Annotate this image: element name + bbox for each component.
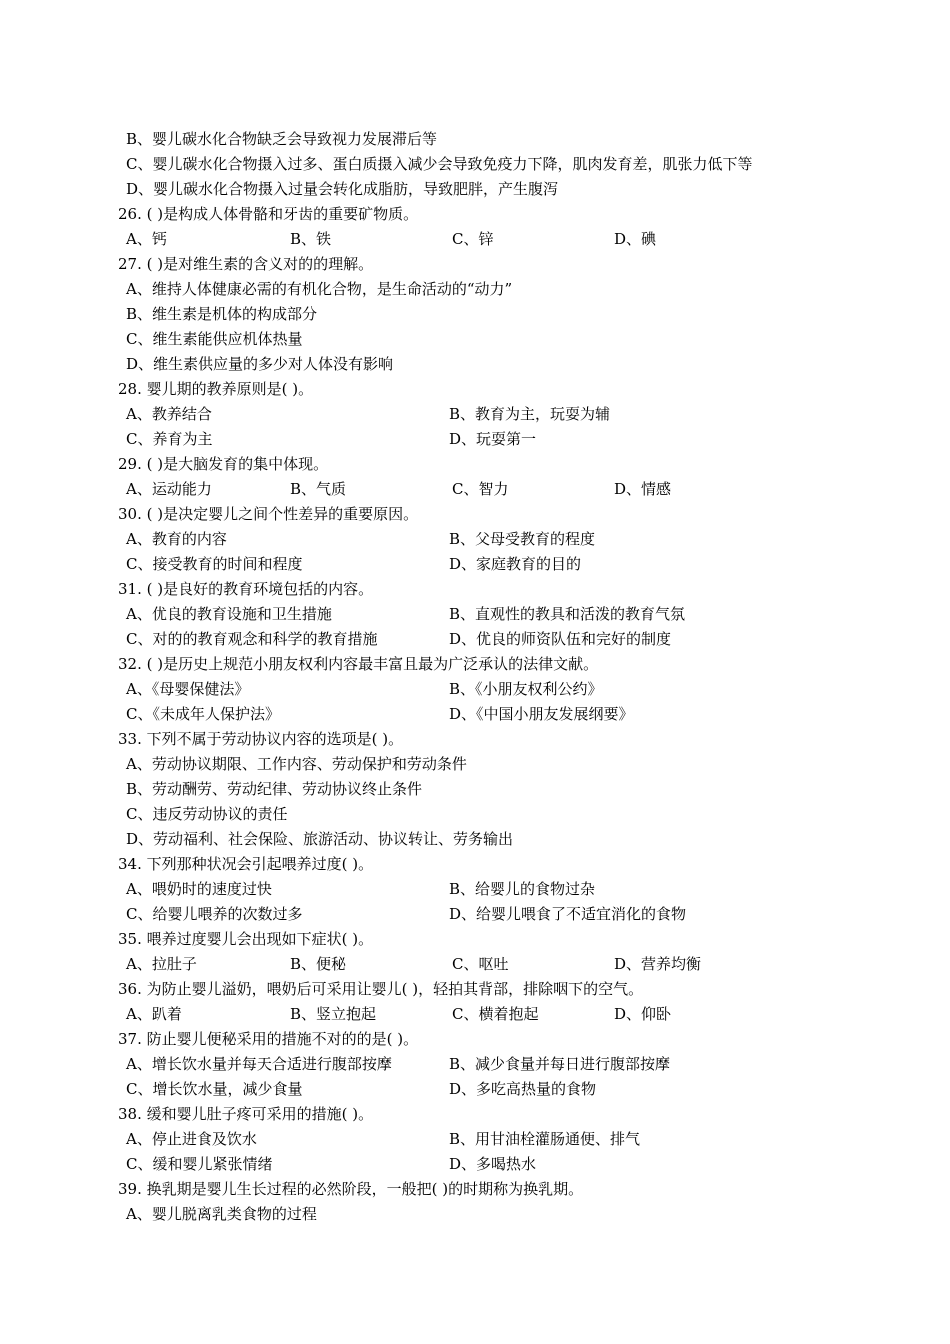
question-stem: 35. 喂养过度婴儿会出现如下症状( )。 (118, 930, 374, 948)
answer-option: C、横着抱起 (452, 1005, 539, 1023)
answer-option: D、玩耍第一 (449, 430, 537, 448)
answer-option: B、气质 (290, 480, 347, 498)
question-stem: 30. ( )是决定婴儿之间个性差异的重要原因。 (118, 505, 419, 523)
answer-option: D、情感 (614, 480, 672, 498)
question-stem: 31. ( )是良好的教育环境包括的内容。 (118, 580, 374, 598)
answer-option: A、停止进食及饮水 (126, 1130, 257, 1148)
answer-option: D、婴儿碳水化合物摄入过量会转化成脂肪，导致肥胖，产生腹泻 (126, 180, 559, 198)
answer-option: B、《小朋友权利公约》 (449, 680, 603, 698)
answer-option: A、婴儿脱离乳类食物的过程 (126, 1205, 317, 1223)
answer-option: D、《中国小朋友发展纲要》 (449, 705, 634, 723)
answer-option: C、给婴儿喂养的次数过多 (126, 905, 303, 923)
answer-option: D、多喝热水 (449, 1155, 537, 1173)
answer-option: B、便秘 (290, 955, 347, 973)
answer-option: A、劳动协议期限、工作内容、劳动保护和劳动条件 (126, 755, 467, 773)
answer-option: B、婴儿碳水化合物缺乏会导致视力发展滞后等 (126, 130, 438, 148)
answer-option: D、优良的师资队伍和完好的制度 (449, 630, 672, 648)
answer-option: A、拉肚子 (126, 955, 197, 973)
answer-option: D、多吃高热量的食物 (449, 1080, 597, 1098)
question-stem: 39. 换乳期是婴儿生长过程的必然阶段，一般把( )的时期称为换乳期。 (118, 1180, 584, 1198)
answer-option: B、直观性的教具和活泼的教育气氛 (449, 605, 686, 623)
answer-option: C、锌 (452, 230, 494, 248)
answer-option: B、劳动酬劳、劳动纪律、劳动协议终止条件 (126, 780, 423, 798)
answer-option: A、教育的内容 (126, 530, 227, 548)
question-stem: 34. 下列那种状况会引起喂养过度( )。 (118, 855, 374, 873)
answer-option: D、仰卧 (614, 1005, 672, 1023)
answer-option: C、增长饮水量，减少食量 (126, 1080, 303, 1098)
answer-option: B、铁 (290, 230, 332, 248)
answer-option: A、运动能力 (126, 480, 212, 498)
answer-option: D、营养均衡 (614, 955, 702, 973)
answer-option: D、劳动福利、社会保险、旅游活动、协议转让、劳务输出 (126, 830, 514, 848)
answer-option: C、养育为主 (126, 430, 213, 448)
question-stem: 36. 为防止婴儿溢奶，喂奶后可采用让婴儿( )，轻拍其背部，排除咽下的空气。 (118, 980, 644, 998)
answer-option: D、碘 (614, 230, 657, 248)
answer-option: A、教养结合 (126, 405, 212, 423)
answer-option: D、家庭教育的目的 (449, 555, 582, 573)
answer-option: C、维生素能供应机体热量 (126, 330, 303, 348)
answer-option: D、维生素供应量的多少对人体没有影响 (126, 355, 394, 373)
answer-option: B、给婴儿的食物过杂 (449, 880, 596, 898)
answer-option: B、父母受教育的程度 (449, 530, 596, 548)
answer-option: A、增长饮水量并每天合适进行腹部按摩 (126, 1055, 392, 1073)
answer-option: B、减少食量并每日进行腹部按摩 (449, 1055, 671, 1073)
question-stem: 27. ( )是对维生素的含义对的的理解。 (118, 255, 374, 273)
answer-option: A、喂奶时的速度过快 (126, 880, 272, 898)
question-stem: 29. ( )是大脑发育的集中体现。 (118, 455, 329, 473)
answer-option: C、接受教育的时间和程度 (126, 555, 303, 573)
answer-option: C、婴儿碳水化合物摄入过多、蛋白质摄入减少会导致免疫力下降，肌肉发育差，肌张力低下等 (126, 155, 753, 173)
answer-option: C、《未成年人保护法》 (126, 705, 280, 723)
answer-option: C、智力 (452, 480, 509, 498)
answer-option: D、给婴儿喂食了不适宜消化的食物 (449, 905, 687, 923)
answer-option: B、维生素是机体的构成部分 (126, 305, 318, 323)
answer-option: A、优良的教育设施和卫生措施 (126, 605, 332, 623)
answer-option: A、钙 (126, 230, 167, 248)
answer-option: A、趴着 (126, 1005, 182, 1023)
answer-option: A、维持人体健康必需的有机化合物，是生命活动的“动力” (126, 280, 513, 298)
question-stem: 32. ( )是历史上规范小朋友权利内容最丰富且最为广泛承认的法律文献。 (118, 655, 599, 673)
answer-option: B、教育为主，玩耍为辅 (449, 405, 611, 423)
question-stem: 38. 缓和婴儿肚子疼可采用的措施( )。 (118, 1105, 374, 1123)
question-stem: 37. 防止婴儿便秘采用的措施不对的的是( )。 (118, 1030, 419, 1048)
answer-option: B、竖立抱起 (290, 1005, 377, 1023)
answer-option: B、用甘油栓灌肠通便、排气 (449, 1130, 641, 1148)
answer-option: C、对的的教育观念和科学的教育措施 (126, 630, 378, 648)
answer-option: A、《母婴保健法》 (126, 680, 250, 698)
question-stem: 26. ( )是构成人体骨骼和牙齿的重要矿物质。 (118, 205, 419, 223)
question-stem: 28. 婴儿期的教养原则是( )。 (118, 380, 314, 398)
answer-option: C、缓和婴儿紧张情绪 (126, 1155, 273, 1173)
question-stem: 33. 下列不属于劳动协议内容的选项是( )。 (118, 730, 404, 748)
answer-option: C、呕吐 (452, 955, 509, 973)
answer-option: C、违反劳动协议的责任 (126, 805, 288, 823)
